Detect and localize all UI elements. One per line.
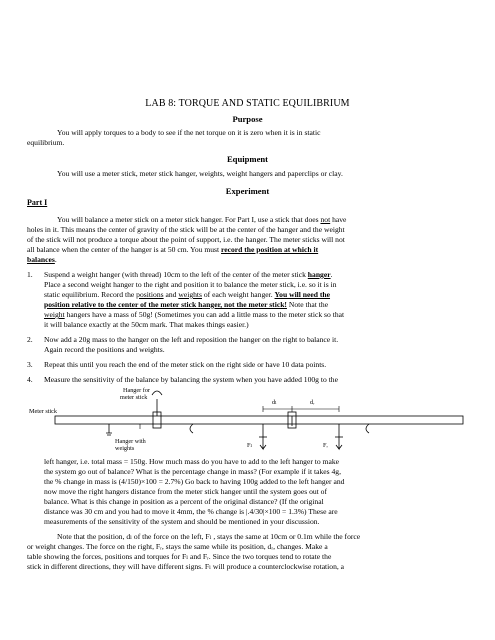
purpose-heading: Purpose <box>232 114 263 124</box>
item-2-number: 2. <box>27 335 33 344</box>
item-4-line-6: balance. What is this change in position as a percent of the original distance? (If the original <box>44 497 324 506</box>
hanger-with-label-1: Hanger with <box>115 438 146 445</box>
closing-line-3: table showing the forces, positions and torques for Fₗ and Fᵣ. Since the two torques tend to rotate the <box>27 552 332 561</box>
item-2-line-1: Now add a 20g mass to the hanger on the left and reposition the hanger on the right to balance it. <box>44 335 339 344</box>
item-3-line-1: Repeat this until you reach the end of the meter stick on the right side or have 10 data points. <box>44 360 327 369</box>
intro-line-4: all balance when the center of the hanger is at 50 cm. You must record the position at which it <box>27 245 319 254</box>
closing-line-1: Note that the position, dₗ of the force on the left, Fₗ , stays the same at 10cm or 0.1m while the force <box>57 532 361 541</box>
item-1-number: 1. <box>27 270 33 279</box>
meter-stick-bar <box>55 416 463 424</box>
right-end-hook <box>366 424 369 433</box>
item-4-line-8: measurements of the sensitivity of the system and should be mentioned in your discussion. <box>44 517 320 526</box>
fr-label: Fᵣ <box>323 442 328 449</box>
hanger-with-label-2: weights <box>115 445 135 452</box>
intro-line-3: of the stick will not produce a torque about the point of support, i.e. the hanger. The meter sticks will not <box>27 235 345 244</box>
closing-line-2: or weight changes. The force on the right, Fᵣ, stays the same while its position, dᵣ, changes. Make a <box>27 542 328 551</box>
item-1-line-6: it will balance exactly at the 50cm mark. That makes things easier.) <box>44 320 249 329</box>
page-title: LAB 8: TORQUE AND STATIC EQUILIBRIUM <box>145 98 350 109</box>
closing-line-4: stick in different directions, they will have different signs. Fₗ will produce a counterclockwise rotation, a <box>27 562 345 571</box>
intro-line-2: holes in it. This means the center of gravity of the stick will be at the center of the hanger and the weight <box>27 225 345 234</box>
fl-arrow <box>260 437 266 449</box>
equipment-line-1: You will use a meter stick, meter stick hanger, weights, weight hangers and paperclips or clay. <box>57 169 343 178</box>
hanger-for-label-2: meter stick <box>120 394 148 401</box>
item-1-line-4: position relative to the center of the meter stick hanger, not the meter stick! Note that the <box>44 300 329 309</box>
dl-label: dₗ <box>272 399 277 406</box>
center-hanger-top-hook <box>152 391 162 395</box>
equipment-heading: Equipment <box>226 154 269 164</box>
balance-diagram <box>27 385 467 455</box>
part-label: Part I <box>27 198 48 207</box>
item-1-line-3: static equilibrium. Record the positions and weights of each weight hanger. You will need the <box>44 290 331 299</box>
fl-label: Fₗ <box>247 442 252 449</box>
experiment-heading: Experiment <box>225 186 270 196</box>
item-4-line-1: Measure the sensitivity of the balance by balancing the system when you have added 100g to the <box>44 375 338 384</box>
item-1-line-2: Place a second weight hanger to the right and position it to balance the meter stick, i.e. so it is in <box>44 280 337 289</box>
item-2-line-2: Again record the positions and weights. <box>44 345 165 354</box>
item-3-number: 3. <box>27 360 33 369</box>
center-right-hook <box>190 424 193 433</box>
item-4-line-2: left hanger, i.e. total mass = 150g. How much mass do you have to add to the left hanger to make <box>44 457 339 466</box>
fr-arrow <box>336 437 342 449</box>
item-1-line-1: Suspend a weight hanger (with thread) 10cm to the left of the center of the meter stick hanger. <box>44 270 333 279</box>
purpose-line-1: You will apply torques to a body to see if the net torque on it is zero when it is in static <box>57 128 321 137</box>
item-4-line-7: distance was 30 cm and you had to move it 4mm, the % change is |.4/30|×100 = 1.3%) These are <box>44 507 338 516</box>
item-4-line-3: the system go out of balance? What is the percentage change in mass? (For example if it takes 4g, <box>44 467 341 476</box>
item-1-line-5: weight hangers have a mass of 50g! (Sometimes you can add a little mass to the meter stick so that <box>44 310 345 319</box>
hanger-for-label-1: Hanger for <box>123 387 150 394</box>
dr-label: dᵣ <box>310 399 315 406</box>
meter-stick-label: Meter stick <box>29 408 58 415</box>
left-small-hanger <box>106 424 112 435</box>
intro-line-5: balances. <box>27 255 57 264</box>
purpose-line-2: equilibrium. <box>27 138 65 147</box>
item-4-line-4: the % change in mass is (4/150)×100 = 2.7%) Go back to having 100g added to the left hanger and <box>44 477 345 486</box>
item-4-number: 4. <box>27 375 33 384</box>
intro-line-1: You will balance a meter stick on a meter stick hanger. For Part I, use a stick that does not have <box>57 215 347 224</box>
item-4-line-5: now move the right hangers distance from the meter stick hanger until the system goes out of <box>44 487 328 496</box>
